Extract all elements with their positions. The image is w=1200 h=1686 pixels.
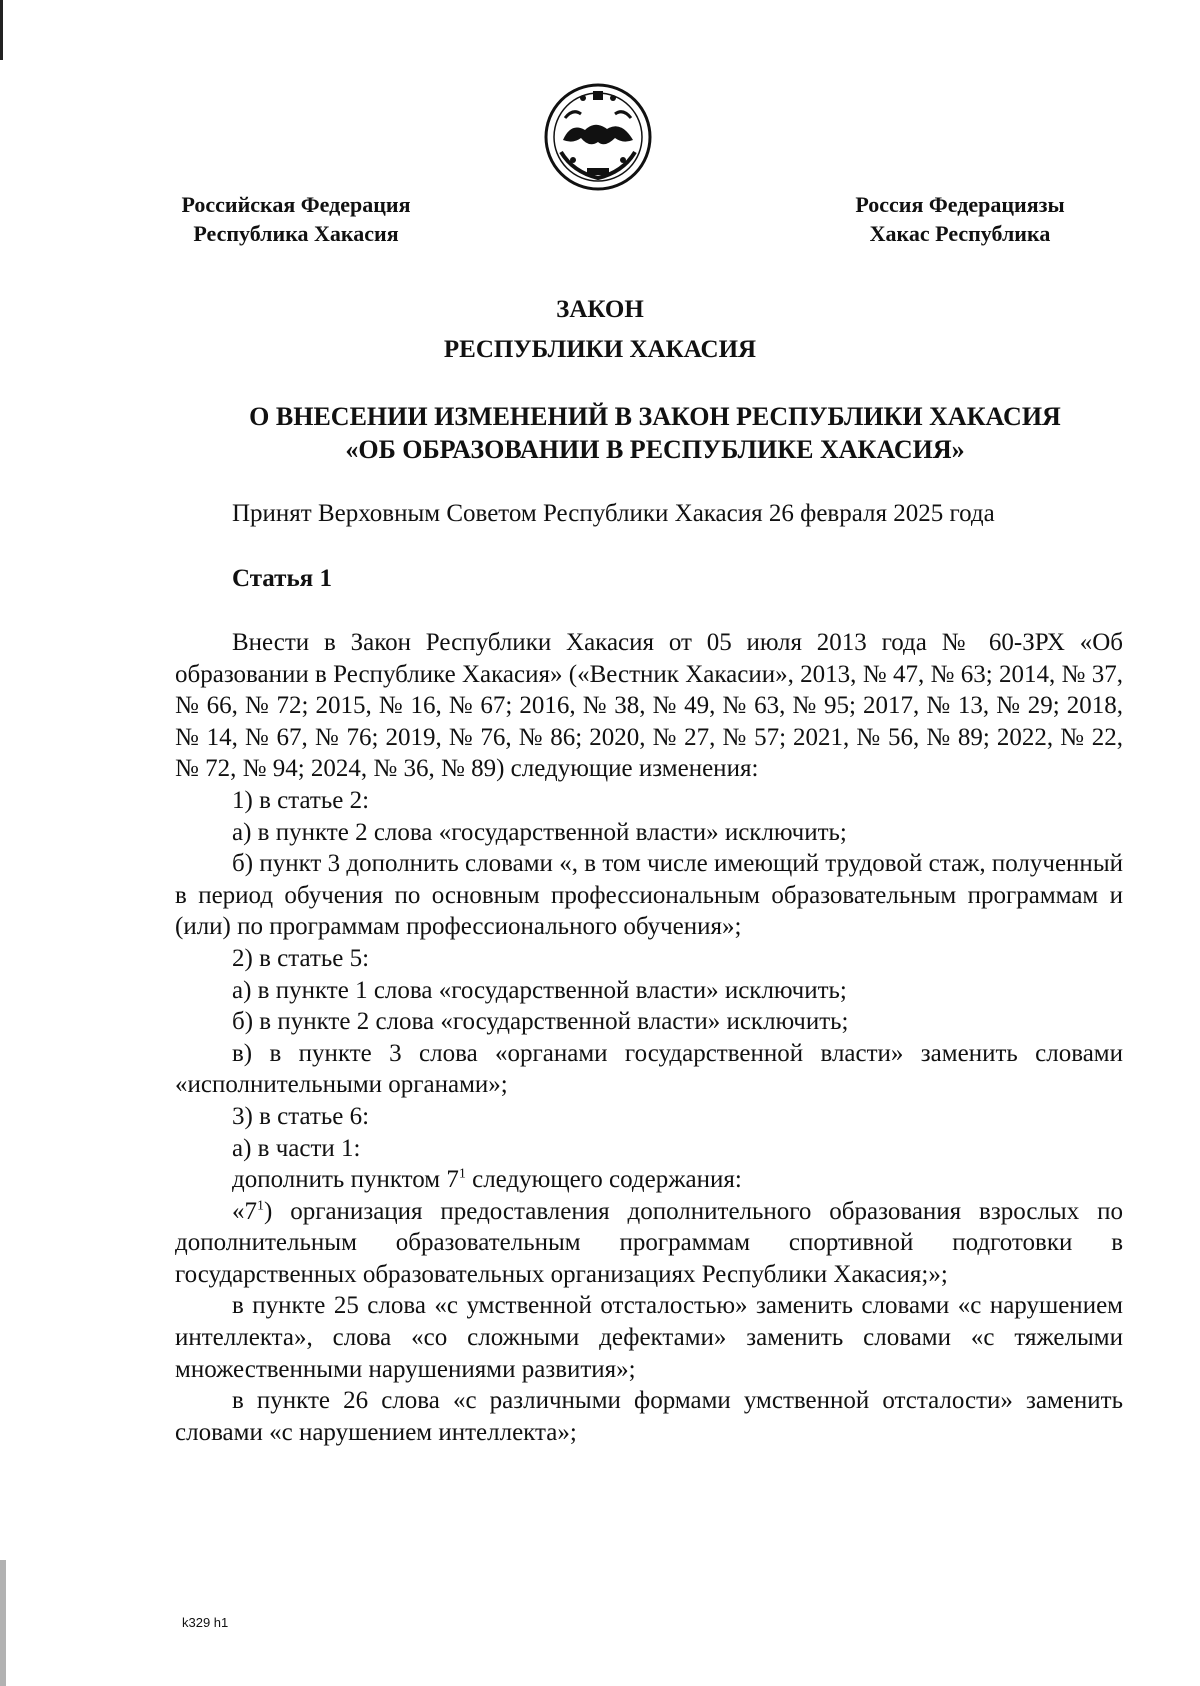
paragraph-text: следующего содержания: — [465, 1166, 742, 1194]
law-title-line2: РЕСПУБЛИКИ ХАКАСИЯ — [443, 336, 757, 363]
subject-line1: О ВНЕСЕНИИ ИЗМЕНЕНИЙ В ЗАКОН РЕСПУБЛИКИ ХАКАСИЯ — [249, 402, 1061, 431]
header-left-block — [160, 190, 432, 248]
law-subject — [175, 400, 1135, 466]
paragraph: а) в части 1: — [232, 1134, 361, 1162]
superscript: 1 — [257, 1198, 264, 1214]
header-right-line1: Россия Федерациязы — [855, 192, 1065, 217]
paragraph: в пункте 25 слова «с умственной отсталостью» заменить словами «с нарушением интеллекта», слова «со сложными дефектами» заменить словами «с тяжелыми множественными нарушениями развития»; — [175, 1292, 1123, 1383]
paragraph-text: дополнить пунктом 7 — [232, 1166, 459, 1194]
paragraph: 3) в статье 6: — [232, 1102, 370, 1130]
paragraph: в пункте 26 слова «с различными формами умственной отсталости» заменить словами «с нарушением интеллекта»; — [175, 1387, 1123, 1446]
header-left-line2: Республика Хакасия — [193, 221, 399, 246]
law-title-line1: ЗАКОН — [556, 296, 644, 323]
paragraph-text: ) организация предоставления дополнительного образования взрослых по дополнительным образовательным программам спортивной подготовки в государственных образовательных организациях Республики Хакасия;»; — [175, 1197, 1123, 1288]
scan-edge-mark — [0, 1560, 6, 1686]
paragraph: б) пункт 3 дополнить словами «, в том числе имеющий трудовой стаж, полученный в период обучения по основным профессиональным образовательным программам и (или) по программам профессионального обучения»; — [175, 850, 1123, 941]
superscript: 1 — [458, 1166, 466, 1182]
article-heading: Статья 1 — [232, 565, 332, 592]
subject-line2: «ОБ ОБРАЗОВАНИИ В РЕСПУБЛИКЕ ХАКАСИЯ» — [345, 435, 965, 464]
paragraph: Внести в Закон Республики Хакасия от 05 июля 2013 года № 60-ЗРХ «Об образовании в Республике Хакасия» («Вестник Хакасии», 2013, № 47, № 63; 2014, № 37, № 66, № 72; 2015, № 16, № 67; 2016, № 38, № 49, № 63, № 95; 2017, № 13, № 29; 2018, № 14, № 67, № 76; 2019, № 76, № 86; 2020, № 27, № 57; 2021, № 56, № 89; 2022, № 22, № 72, № 94; 2024, № 36, № 89) следующие изменения: — [175, 629, 1123, 783]
paragraph: в) в пункте 3 слова «органами государственной власти» заменить словами «исполнительными органами»; — [175, 1039, 1123, 1099]
header-right-block — [830, 190, 1090, 248]
coat-of-arms-emblem — [543, 82, 653, 192]
scan-edge-mark — [0, 0, 3, 60]
adoption-note: Принят Верховным Советом Республики Хакасия 26 февраля 2025 года — [232, 500, 995, 527]
paragraph — [175, 1196, 1123, 1291]
paragraph: а) в пункте 1 слова «государственной власти» исключить; — [232, 976, 847, 1004]
paragraph: 1) в статье 2: — [232, 786, 370, 814]
document-code: k329 h1 — [182, 1615, 229, 1630]
header-left-line1: Российская Федерация — [181, 192, 411, 217]
paragraph-text: «7 — [232, 1197, 257, 1225]
paragraph — [175, 1164, 1123, 1196]
paragraph: а) в пункте 2 слова «государственной власти» исключить; — [232, 818, 847, 846]
header-right-line2: Хакас Республика — [869, 221, 1051, 246]
article-body — [175, 627, 1123, 1448]
paragraph: 2) в статье 5: — [232, 944, 370, 972]
paragraph: б) в пункте 2 слова «государственной власти» исключить; — [232, 1008, 849, 1036]
